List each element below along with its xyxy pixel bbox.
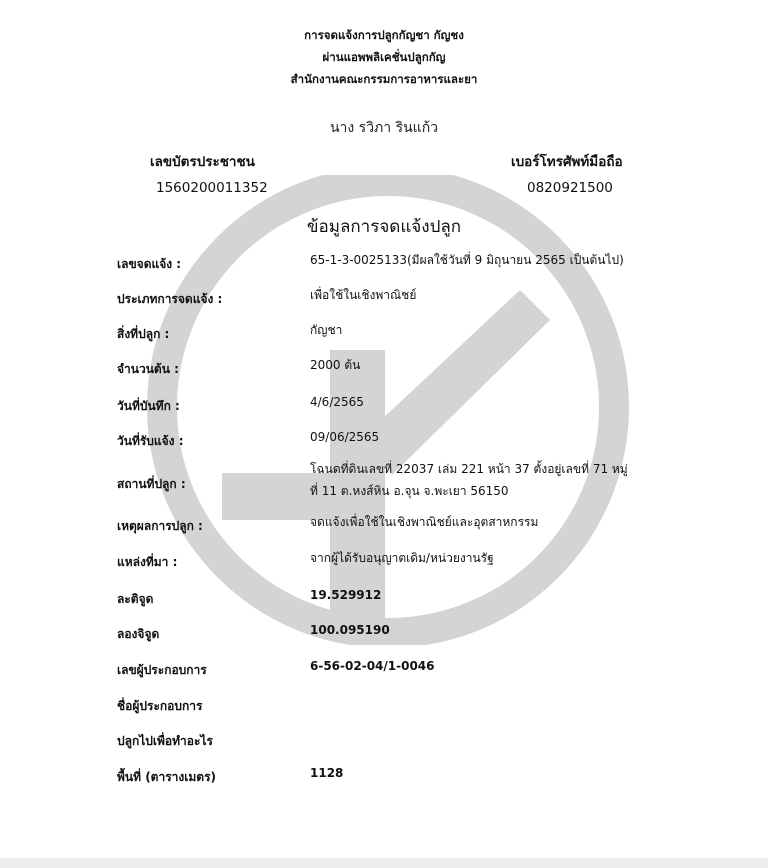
- phone-label: เบอร์โทรศัพท์มือถือ: [511, 154, 623, 170]
- header-subtitle: ผ่านแอพพลิเคชั่นปลูกกัญ: [322, 50, 446, 64]
- operator-no-value: 6-56-02-04/1-0046: [310, 659, 435, 673]
- header-agency: สำนักงานคณะกรรมการอาหารและยา: [290, 72, 478, 86]
- plant-label: สิ่งที่ปลูก :: [117, 327, 170, 341]
- header-title: การจดแจ้งการปลูกกัญชา กัญชง: [304, 28, 464, 42]
- count-value: 2000 ต้น: [310, 358, 361, 372]
- location-label: สถานที่ปลูก :: [117, 477, 186, 491]
- type-label: ประเภทการจดแจ้ง :: [117, 292, 223, 306]
- source-label: แหล่งที่มา :: [117, 555, 178, 569]
- record-date-label: วันที่บันทึก :: [117, 399, 180, 413]
- latitude-value: 19.529912: [310, 588, 382, 602]
- notify-no-label: เลขจดแจ้ง :: [117, 257, 182, 271]
- count-label: จำนวนต้น :: [117, 362, 179, 376]
- location-value: โฉนดที่ดินเลขที่ 22037 เล่ม 221 หน้า 37 ตั้งอยู่เลขที่ 71 หมู่ที่ 11 ต.หงส์หิน อ.จุน จ.พะเยา 56150: [310, 462, 628, 498]
- latitude-label: ละติจูด: [117, 592, 154, 606]
- id-card-label: เลขบัตรประชาชน: [150, 154, 255, 170]
- record-date-value: 4/6/2565: [310, 395, 364, 409]
- receive-date-label: วันที่รับแจ้ง :: [117, 434, 184, 448]
- reason-value: จดแจ้งเพื่อใช้ในเชิงพาณิชย์และอุตสาหกรรม: [310, 515, 539, 529]
- section-title: ข้อมูลการจดแจ้งปลูก: [306, 217, 462, 237]
- longitude-value: 100.095190: [310, 623, 390, 637]
- purpose-label: ปลูกไปเพื่อทำอะไร: [117, 734, 213, 748]
- notify-no-value: 65-1-3-0025133(มีผลใช้วันที่ 9 มิถุนายน 2565 เป็นต้นไป): [310, 253, 624, 267]
- phone-value: 0820921500: [527, 180, 613, 196]
- plant-value: กัญชา: [310, 323, 343, 337]
- person-name: นาง รวิภา รินแก้ว: [329, 120, 439, 136]
- longitude-label: ลองจิจูด: [117, 627, 160, 641]
- type-value: เพื่อใช้ในเชิงพาณิชย์: [310, 288, 417, 302]
- area-value: 1128: [310, 766, 344, 780]
- area-label: พื้นที่ (ตารางเมตร): [117, 770, 216, 784]
- operator-name-label: ชื่อผู้ประกอบการ: [117, 699, 203, 713]
- reason-label: เหตุผลการปลูก :: [117, 519, 203, 533]
- operator-no-label: เลขผู้ประกอบการ: [117, 663, 207, 677]
- source-value: จากผู้ได้รับอนุญาตเดิม/หน่วยงานรัฐ: [310, 551, 494, 565]
- id-card-value: 1560200011352: [156, 180, 268, 196]
- receive-date-value: 09/06/2565: [310, 430, 380, 444]
